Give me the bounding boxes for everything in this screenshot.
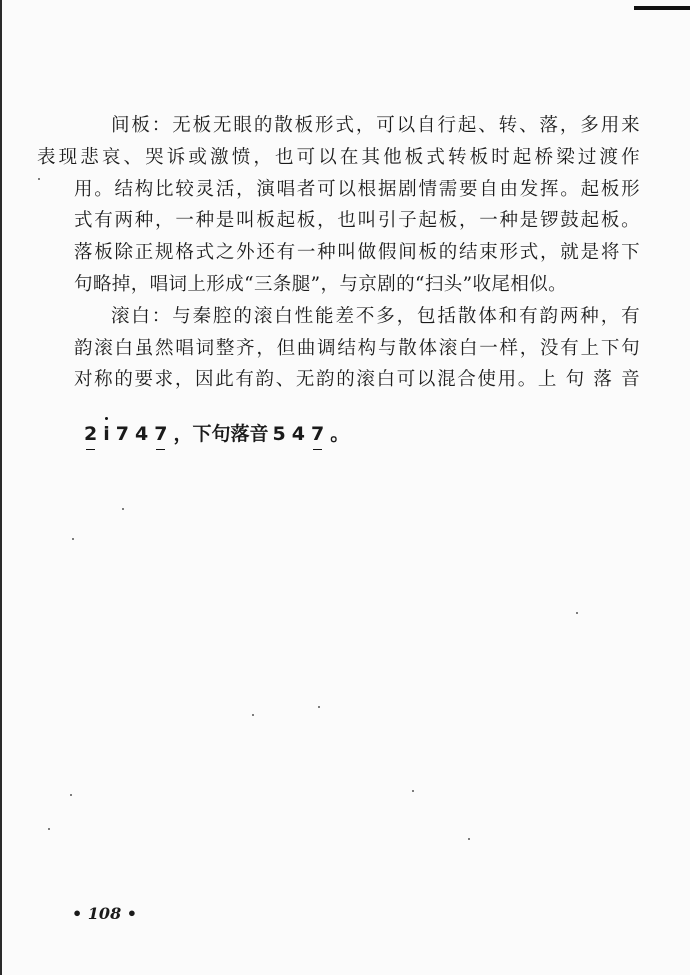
jianpu-note: 4 bbox=[291, 423, 305, 445]
paragraph-line: 式有两种，一种是叫板起板，也叫引子起板，一种是锣鼓起板。 bbox=[74, 210, 640, 232]
paragraph-line: 句略掉，唱词上形成“三条腿”，与京剧的“扫头”收尾相似。 bbox=[74, 273, 568, 295]
scan-speck bbox=[318, 706, 320, 708]
paragraph-line: 对称的要求，因此有韵、无韵的滚白可以混合使用。上 句 落 音 bbox=[74, 369, 640, 391]
page-number: • 108 • bbox=[72, 904, 137, 923]
paragraph-line: 表现悲哀、哭诉或激愤，也可以在其他板式转板时起桥梁过渡作 bbox=[37, 146, 640, 168]
jianpu-note: 4 bbox=[134, 423, 149, 445]
jianpu-note: 7 bbox=[311, 420, 324, 448]
notation-separator: ， bbox=[173, 423, 193, 445]
scan-speck bbox=[252, 714, 254, 716]
top-right-mark bbox=[634, 6, 690, 10]
notation-end-mark: 。 bbox=[330, 423, 350, 445]
scan-speck bbox=[468, 838, 470, 840]
page-edge-line bbox=[0, 0, 2, 975]
scan-speck bbox=[70, 794, 72, 796]
paragraph-line: 间板：无板无眼的散板形式，可以自行起、转、落，多用来 bbox=[111, 115, 640, 136]
notation-middle-text: 下句落音 bbox=[192, 423, 269, 445]
paragraph-line: 落板除正规格式之外还有一种叫做假间板的结束形式，就是将下 bbox=[74, 242, 640, 264]
jianpu-note: 5 bbox=[272, 423, 286, 445]
scan-speck bbox=[122, 508, 124, 510]
scan-speck bbox=[412, 790, 414, 792]
body-text bbox=[37, 110, 640, 396]
scan-speck bbox=[72, 538, 74, 540]
paragraph-jianban bbox=[37, 110, 640, 301]
jianpu-note: 7 bbox=[115, 423, 129, 445]
scan-speck bbox=[48, 828, 50, 830]
jianpu-note: 7 bbox=[154, 420, 167, 448]
jianpu-notation-line bbox=[84, 420, 349, 448]
scan-speck bbox=[38, 178, 40, 180]
jianpu-note: 2 bbox=[84, 420, 97, 448]
paragraph-line: 韵滚白虽然唱词整齐，但曲调结构与散体滚白一样，没有上下句 bbox=[74, 337, 640, 359]
paragraph-gunbai bbox=[74, 301, 640, 396]
paragraph-line: 用。结构比较灵活，演唱者可以根据剧情需要自由发挥。起板形 bbox=[74, 178, 640, 200]
jianpu-note: i bbox=[103, 420, 110, 448]
scan-speck bbox=[576, 612, 578, 614]
paragraph-line: 滚白：与秦腔的滚白性能差不多，包括散体和有韵两种，有 bbox=[111, 305, 640, 327]
